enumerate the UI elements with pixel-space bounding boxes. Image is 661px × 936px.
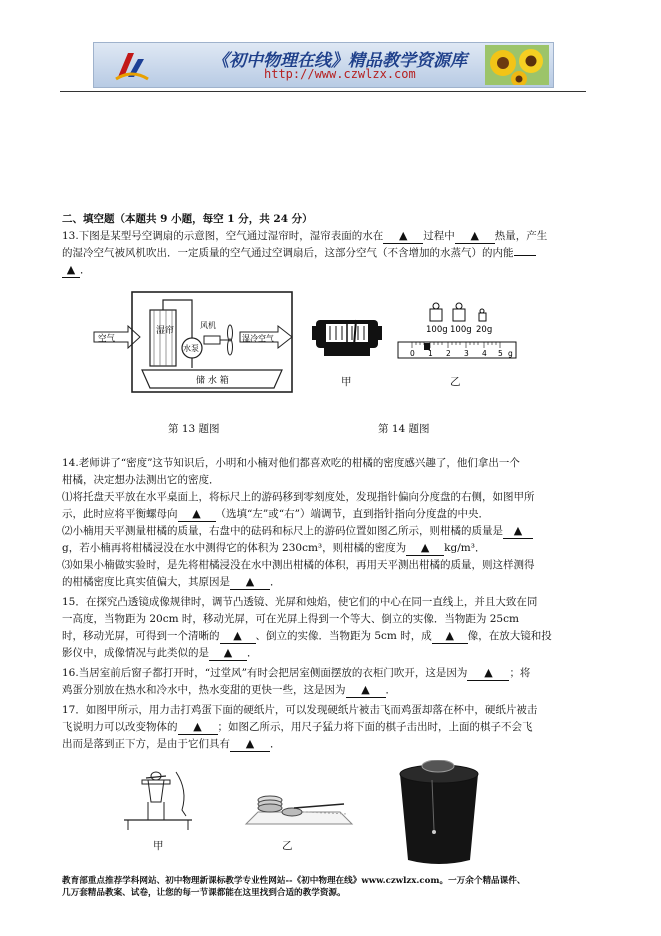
fig13-caption: 第 13 题图 <box>168 423 220 435</box>
fig14-label-b: 乙 <box>450 376 461 388</box>
weight-100g-b <box>453 303 465 321</box>
q15-line1: 15．在探究凸透镜成像规律时，调节凸透镜、光屏和烛焰，使它们的中心在同一直线上，并且大致在同 <box>62 596 538 608</box>
fig13-label-pump: 水泵 <box>183 344 199 353</box>
answer-blank[interactable]: ▲ <box>406 541 444 556</box>
fig17-chess-pieces-diagram <box>244 782 354 832</box>
q15-line4: 影仪中，成像情况与此类似的是 ▲ ． <box>62 646 258 659</box>
q15-line3: 时，移动光屏，可得到一个清晰的 ▲ 、倒立的实像．当物距为 5cm 时，成 ▲ 像，在放大镜和投 <box>62 629 552 642</box>
answer-blank[interactable]: ▲ <box>62 263 80 278</box>
weight-label: 100g <box>426 325 448 335</box>
weight-label: 100g <box>450 325 472 335</box>
scale-tick: 3 <box>464 349 469 358</box>
scale-tick: 5 <box>498 349 503 358</box>
answer-blank[interactable]: ▲ <box>346 683 386 698</box>
q13-line1: 13.下图是某型号空调扇的示意图，空气通过湿帘时，湿帘表面的水在 ▲ 过程中 ▲ 热量，产生 <box>62 229 548 242</box>
answer-blank[interactable]: ▲ <box>383 229 423 244</box>
sunflower-image <box>485 45 549 85</box>
fig14-caption: 第 14 题图 <box>378 423 430 435</box>
scale-tick: 4 <box>482 349 487 358</box>
scale-unit: g <box>508 349 513 358</box>
footer-line2: 几万套精品教案、试卷，让您的每一节课都能在这里找到合适的教学资源。 <box>62 888 346 898</box>
answer-blank[interactable]: ▲ <box>432 629 468 644</box>
fig13-label-tank: 储 水 箱 <box>196 376 229 386</box>
q16-line1: 16.当居室前后窗子都打开时，“过堂风”有时会把居室侧面摆放的衣柜门吹开，这是因为 ▲ ；将 <box>62 666 531 679</box>
q15-line2: 一高度，当物距为 20cm 时，移动光屏，可在光屏上得到一个等大、倒立的实像．当物距为 25cm <box>62 613 519 625</box>
q14-line7: ⑶如果小楠做实验时，是先将柑橘浸没在水中测出柑橘的体积，再用天平测出柑橘的质量，则这样测得 <box>62 559 535 571</box>
scale-tick: 1 <box>428 349 433 358</box>
q14-line2: 柑橘，决定想办法测出它的密度． <box>62 474 220 486</box>
banner-url[interactable]: http://www.czwlzx.com <box>264 67 416 81</box>
answer-blank[interactable]: ▲ <box>230 575 270 590</box>
section-heading: 二、填空题（本题共 9 小题，每空 1 分，共 24 分） <box>62 213 313 225</box>
fig14-weights-and-rider-diagram <box>396 300 518 364</box>
weight-label: 20g <box>476 325 493 335</box>
q13-line2: 的湿冷空气被风机吹出．一定质量的空气通过空调扇后，这部分空气（不含增加的水蒸气）的内能 <box>62 246 536 260</box>
answer-blank[interactable]: ▲ <box>503 524 533 539</box>
answer-blank[interactable]: ▲ <box>230 737 270 752</box>
answer-blank[interactable]: ▲ <box>209 646 247 661</box>
q14-line4: 示，此时应将平衡螺母向 ▲ （选填“左”或“右”）端调节，直到指针指向分度盘的中央． <box>62 507 489 520</box>
fig13-air-cooler-diagram <box>92 288 302 400</box>
banner-title: 《初中物理在线》精品教学资源库 <box>212 51 467 71</box>
fig13-label-air: 空气 <box>98 334 116 344</box>
answer-blank[interactable]: ▲ <box>455 229 495 244</box>
fig17-egg-card-cup-diagram <box>118 766 198 832</box>
answer-blank[interactable]: ▲ <box>467 666 509 681</box>
fig17-label-a: 甲 <box>153 840 164 852</box>
q14-line1: 14.老师讲了“密度”这节知识后，小明和小楠对他们都喜欢吃的柑橘的密度感兴趣了，他们拿出一个 <box>62 457 520 469</box>
scale-tick: 2 <box>446 349 451 358</box>
q17-line3: 出而是落到正下方，是由于它们具有 ▲ ． <box>62 737 281 750</box>
fig14-balance-pointer-diagram <box>312 312 382 360</box>
fig13-label-cold-air: 湿冷空气 <box>242 334 274 343</box>
q17-line2: 飞说明力可以改变物体的 ▲ ；如图乙所示，用尺子猛力将下面的棋子击出时，上面的棋子不会飞 <box>62 720 533 733</box>
fig13-label-fan: 风机 <box>200 321 216 330</box>
scale-tick: 0 <box>410 349 415 358</box>
q17-line1: 17．如图甲所示，用力击打鸡蛋下面的硬纸片，可以发现硬纸片被击飞而鸡蛋却落在杯中，硬纸片被击 <box>62 704 538 716</box>
footer-line1: 教育部重点推荐学科网站、初中物理新课标教学专业性网站--《初中物理在线》www.czwlzx.com。一万余个精品课件、 <box>62 876 526 886</box>
q14-line8: 的柑橘密度比真实值偏大，其原因是 ▲ ． <box>62 575 281 588</box>
answer-blank[interactable] <box>514 255 536 256</box>
fig14-label-a: 甲 <box>341 376 352 388</box>
weight-100g-a <box>430 303 442 321</box>
page-footer <box>62 875 525 899</box>
answer-blank[interactable]: ▲ <box>178 720 218 735</box>
weight-20g <box>479 309 486 321</box>
q16-line2: 鸡蛋分别放在热水和冷水中，热水变甜的更快一些，这是因为 ▲ ． <box>62 683 396 696</box>
q14-line5: ⑵小楠用天平测量柑橘的质量，右盘中的砝码和标尺上的游码位置如图乙所示，则柑橘的质量是 ▲ <box>62 524 533 539</box>
header-divider <box>60 91 586 92</box>
site-logo <box>114 49 150 81</box>
fig13-label-wet-curtain: 湿帘 <box>156 326 175 336</box>
q14-line6: g，若小楠再将柑橘浸没在水中测得它的体积为 230cm³，则柑橘的密度为 ▲ kg/m³． <box>62 541 486 554</box>
answer-blank[interactable]: ▲ <box>178 507 216 522</box>
header-banner <box>93 42 554 88</box>
q14-line3: ⑴将托盘天平放在水平桌面上，将标尺上的游码移到零刻度处，发现指针偏向分度盘的右侧，如图甲所 <box>62 491 535 503</box>
fig17-label-b: 乙 <box>282 840 293 852</box>
q13-line3: ▲ ． <box>62 263 91 278</box>
answer-blank[interactable]: ▲ <box>220 629 256 644</box>
fig17-cup-photo <box>394 760 484 868</box>
